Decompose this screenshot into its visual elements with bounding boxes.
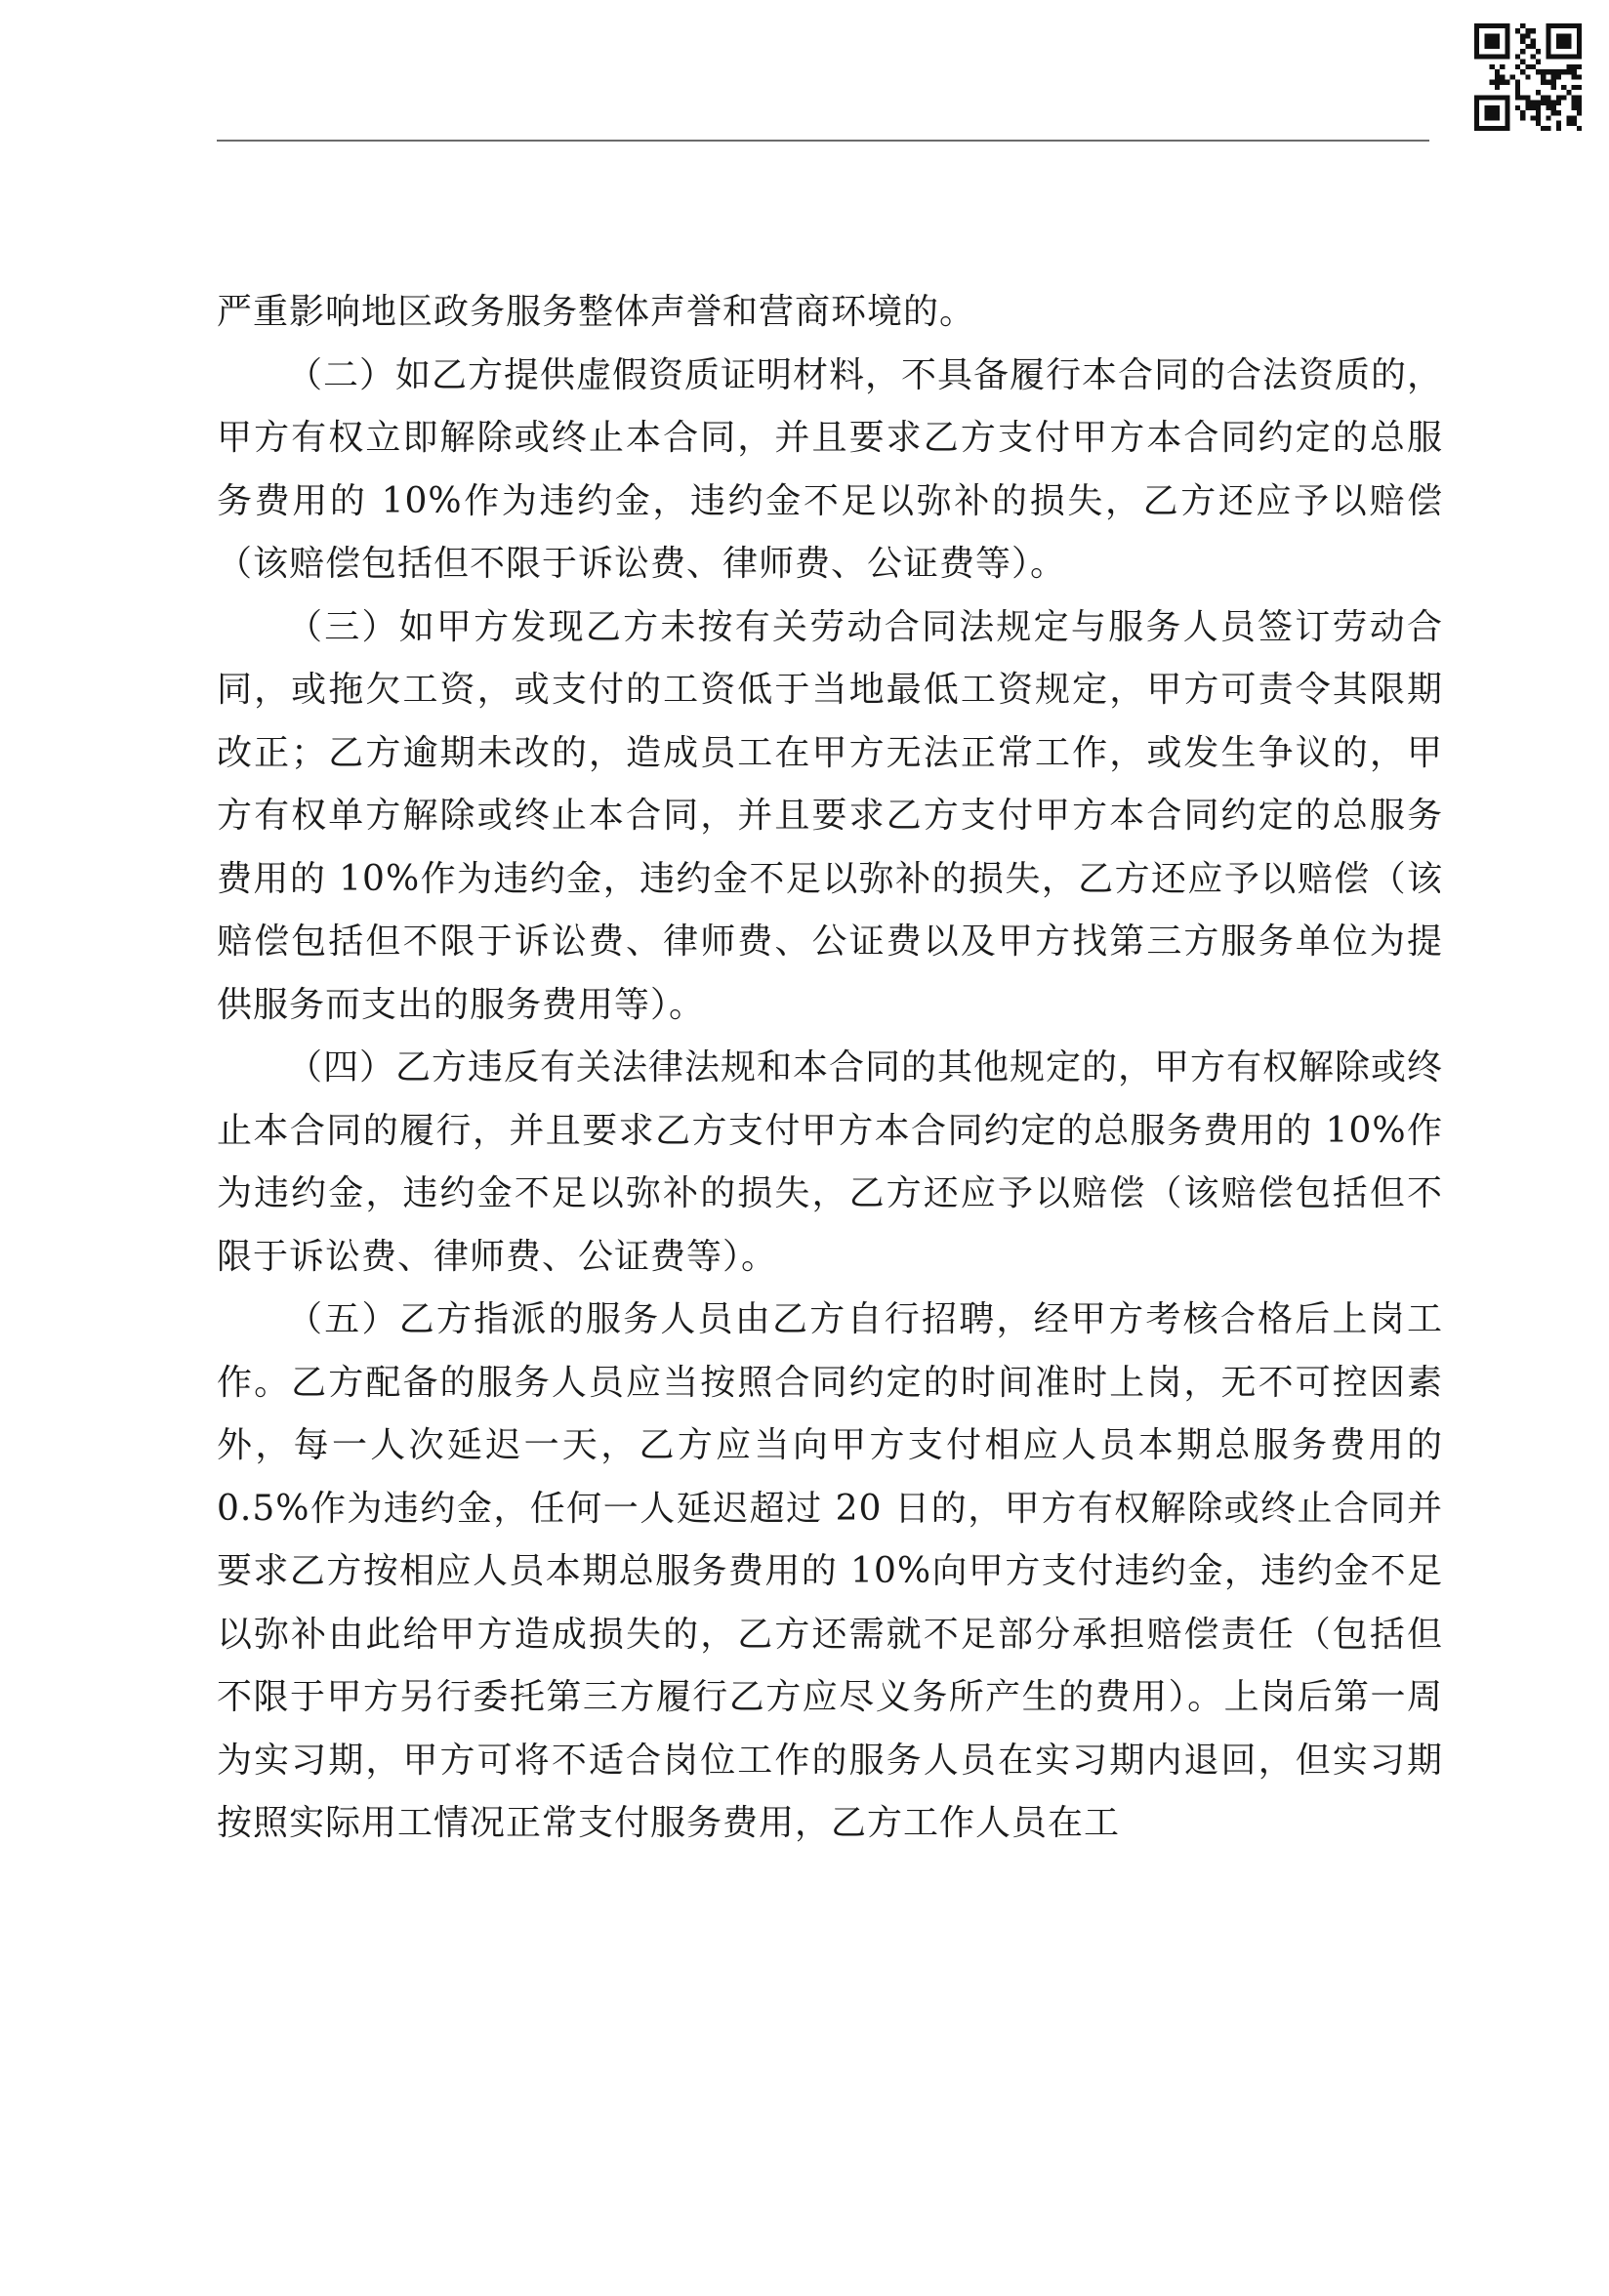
header-rule bbox=[217, 140, 1429, 142]
clause-three: （三）如甲方发现乙方未按有关劳动合同法规定与服务人员签订劳动合同，或拖欠工资，或支付的工资低于当地最低工资规定，甲方可责令其限期改正；乙方逾期未改的，造成员工在甲方无法正常工作，或发生争议的，甲方有权单方解除或终止本合同，并且要求乙方支付甲方本合同约定的总服务费用的 10%作为违约金，违约金不足以弥补的损失，乙方还应予以赔偿（该赔偿包括但不限于诉讼费、律师费、公证费以及甲方找第三方服务单位为提供服务而支出的服务费用等）。 bbox=[217, 606, 1443, 1025]
qr-code bbox=[1474, 23, 1582, 131]
paragraph-continuation: 严重影响地区政务服务整体声誉和营商环境的。 bbox=[217, 292, 976, 332]
clause-five: （五）乙方指派的服务人员由乙方自行招聘，经甲方考核合格后上岗工作。乙方配备的服务人员应当按照合同约定的时间准时上岗，无不可控因素外，每一人次延迟一天，乙方应当向甲方支付相应人员本期总服务费用的 0.5%作为违约金，任何一人延迟超过 20 日的，甲方有权解除或终止合同并要求乙方按相应人员本期总服务费用的 10%向甲方支付违约金，违约金不足以弥补由此给甲方造成损失的，乙方还需就不足部分承担赔偿责任（包括但不限于甲方另行委托第三方履行乙方应尽义务所产生的费用）。上岗后第一周为实习期，甲方可将不适合岗位工作的服务人员在实习期内退回，但实习期按照实际用工情况正常支付服务费用，乙方工作人员在工 bbox=[217, 1299, 1443, 1843]
clause-four: （四）乙方违反有关法律法规和本合同的其他规定的，甲方有权解除或终止本合同的履行，并且要求乙方支付甲方本合同约定的总服务费用的 10%作为违约金，违约金不足以弥补的损失，乙方还应予以赔偿（该赔偿包括但不限于诉讼费、律师费、公证费等）。 bbox=[217, 1047, 1444, 1277]
contract-body bbox=[217, 281, 1443, 1856]
clause-two: （二）如乙方提供虚假资质证明材料，不具备履行本合同的合法资质的，甲方有权立即解除或终止本合同，并且要求乙方支付甲方本合同约定的总服务费用的 10%作为违约金，违约金不足以弥补的损失，乙方还应予以赔偿（该赔偿包括但不限于诉讼费、律师费、公证费等）。 bbox=[217, 354, 1444, 584]
